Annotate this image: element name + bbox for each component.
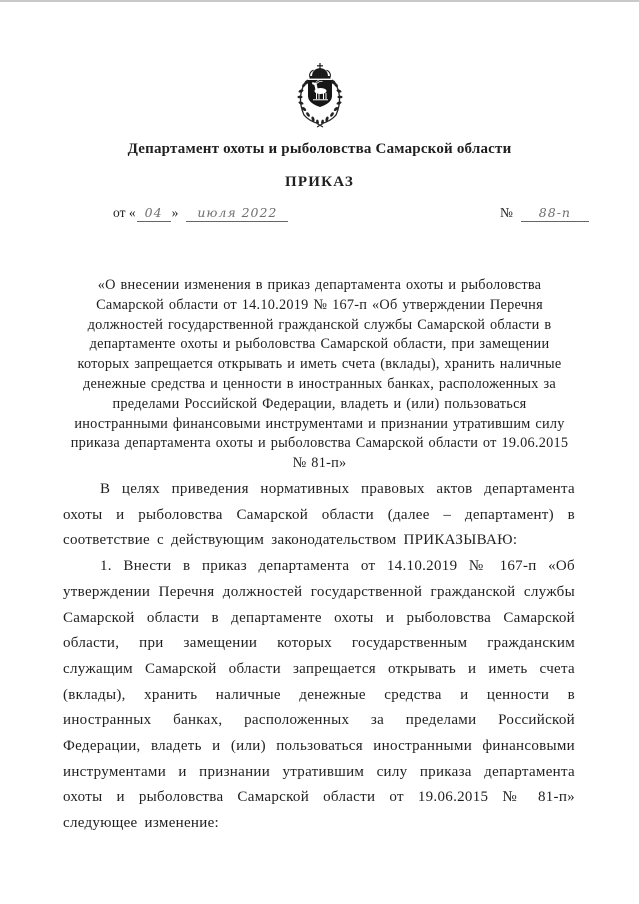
body-paragraph-preamble: В целях приведения нормативных правовых актов департамента охоты и рыболовства Самарской области (далее – департамент) в соответствие с действующим законодательством ПРИКАЗЫВАЮ: — [63, 481, 575, 549]
date-day-field — [137, 205, 171, 222]
date-line — [0, 205, 639, 231]
handwritten-month-year: июля 2022 — [197, 205, 278, 220]
date-prefix: от « — [113, 205, 136, 220]
date-suffix: » — [171, 205, 179, 220]
handwritten-number: 88-п — [538, 205, 571, 220]
document-body — [63, 477, 575, 837]
body-paragraph-item-1: 1. Внести в приказ департамента от 14.10.2019 № 167-п «Об утверждении Перечня должностей государственной гражданской службы Самарской области в департаменте охоты и рыболовства Самарской области, при замещении которых государственным гражданским служащим Самарской области запрещается открывать и иметь счета (вклады), хранить наличные денежные средства и ценности в иностранных банках, расположенных за пределами Российской Федерации, владеть и (или) пользоваться иностранными финансовыми инструментами и признании утратившим силу приказа департамента охоты и рыболовства Самарской области от 19.06.2015 № 81-п» следующее изменение: — [63, 558, 575, 832]
department-title: Департамент охоты и рыболовства Самарской области — [127, 141, 512, 157]
document-title: «О внесении изменения в приказ департамента охоты и рыболовства Самарской области от 14.10.2019 № 167-п «Об утверждении Перечня должностей государственной гражданской службы Самарской области в департаменте охоты и рыболовства Самарской области, при замещении которых запрещается открывать и иметь счета (вклады), хранить наличные денежные средства и ценности в иностранных банках, расположенных за пределами Российской Федерации, владеть и (или) пользоваться иностранными финансовыми инструментами и признании утратившим силу приказа департамента охоты и рыболовства Самарской области от 19.06.2015 № 81-п» — [70, 277, 569, 472]
number-field — [521, 205, 589, 222]
handwritten-day: 04 — [144, 205, 163, 220]
date-month-field — [186, 205, 288, 222]
number-label: № — [500, 205, 513, 220]
order-number — [500, 205, 589, 222]
order-date — [113, 205, 288, 222]
scan-edge-line — [0, 0, 639, 2]
order-heading: ПРИКАЗ — [285, 174, 354, 190]
samara-coat-of-arms-icon — [291, 61, 349, 129]
